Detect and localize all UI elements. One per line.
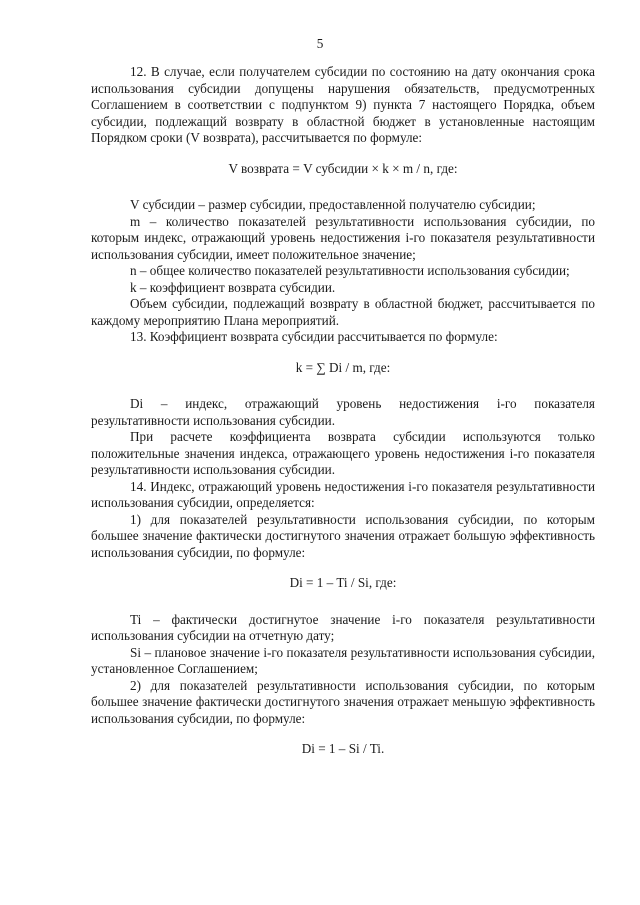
paragraph-12: 12. В случае, если получателем субсидии по состоянию на дату окончания срока использования субсидии допущены нарушения обязательств, предусмотренных Соглашением в соответствии с подпунктом 9) пункта 7 настоящего Порядка, объем субсидии, подлежащий возврату в областной бюджет в установленные настоящим Порядком сроки (V возврата), рассчитывается по формуле: [91, 64, 595, 145]
document-body [91, 64, 595, 758]
formula-di-1: Di = 1 – Ti / Si, где: [289, 575, 397, 590]
formula-v-return: V возврата = V субсидии × k × m / n, где: [228, 160, 458, 176]
formula-k: k = ∑ Di / m, где: [295, 359, 391, 375]
paragraph-14: 14. Индекс, отражающий уровень недостижения i-го показателя результативности использования субсидии, определяется: [91, 478, 595, 510]
definition-m: m – количество показателей результативности использования субсидии, по которым индекс, отражающий уровень недостижения i-го показателя результативности использования субсидии, имеет положительное значение; [91, 213, 595, 262]
paragraph-14-2: 2) для показателей результативности использования субсидии, по которым большее значение фактически достигнутого значения отражает меньшую эффективность использования субсидии, по формуле: [91, 677, 595, 726]
paragraph-13: 13. Коэффициент возврата субсидии рассчитывается по формуле: [130, 329, 498, 344]
definition-v-subsidy: V субсидии – размер субсидии, предоставленной получателю субсидии; [130, 197, 536, 212]
paragraph-14-1: 1) для показателей результативности использования субсидии, по которым большее значение фактически достигнутого значения отражает большую эффективность использования субсидии, по формуле: [91, 511, 595, 560]
formula-di-2: Di = 1 – Si / Ti. [301, 741, 385, 756]
paragraph-return-per-activity: Объем субсидии, подлежащий возврату в областной бюджет, рассчитывается по каждому мероприятию Плана мероприятий. [91, 296, 595, 328]
paragraph-positive-values: При расчете коэффициента возврата субсидии используются только положительные значения индекса, отражающего уровень недостижения i-го показателя результативности использования субсидии. [91, 429, 595, 477]
definition-ti: Ti – фактически достигнутое значение i-го показателя результативности использования субсидии на отчетную дату; [91, 611, 595, 643]
definition-si: Si – плановое значение i-го показателя результативности использования субсидии, установленное Соглашением; [91, 644, 595, 676]
page-number: 5 [316, 36, 324, 51]
definition-k: k – коэффициент возврата субсидии. [130, 279, 336, 295]
definition-di: Di – индекс, отражающий уровень недостижения i-го показателя результативности использования субсидии. [91, 396, 595, 428]
definition-n: n – общее количество показателей результативности использования субсидии; [130, 263, 570, 278]
